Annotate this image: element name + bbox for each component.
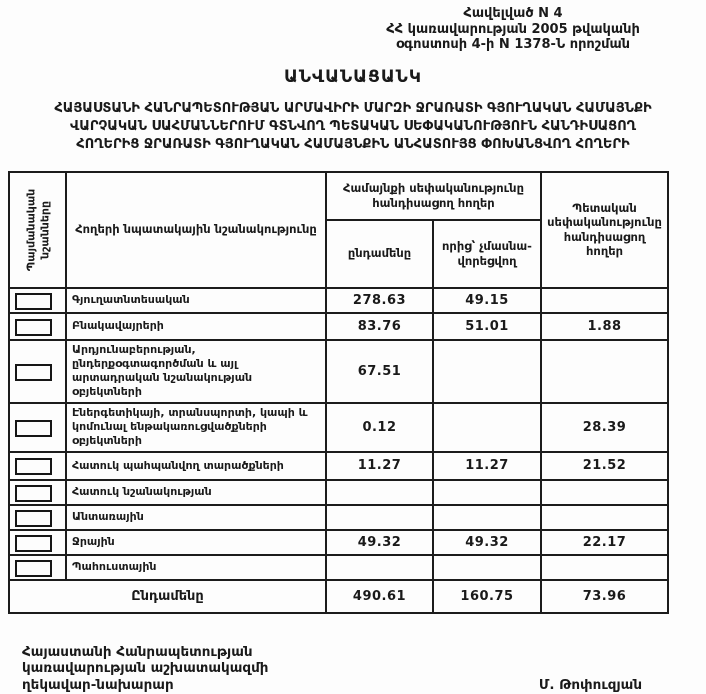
- legend-box: [15, 293, 52, 310]
- non-privatized-value: 49.32: [433, 530, 541, 555]
- symbol-cell: [9, 452, 66, 480]
- legend-box: [15, 485, 52, 502]
- state-value: [541, 480, 668, 505]
- non-privatized-value: [433, 480, 541, 505]
- land-category-label: Պահուստային: [66, 555, 326, 580]
- document-subtitle: [0, 100, 706, 154]
- state-value: [541, 340, 668, 403]
- total-value: [326, 480, 433, 505]
- table-row: [9, 403, 668, 452]
- symbol-cell: [9, 480, 66, 505]
- legend-box: [15, 364, 52, 381]
- legend-box: [15, 510, 52, 527]
- signature-title-block: [22, 644, 268, 694]
- legend-box: [15, 319, 52, 336]
- legend-box: [15, 535, 52, 552]
- land-category-label: Ջրային: [66, 530, 326, 555]
- signature-line-3: ղեկավար-նախարար: [22, 677, 174, 694]
- legend-box: [15, 458, 52, 475]
- table-row: [9, 555, 668, 580]
- appendix-line-2: ՀՀ կառավարության 2005 թվականի: [386, 21, 640, 37]
- grand-state-value: 73.96: [541, 580, 668, 613]
- symbol-cell: [9, 555, 66, 580]
- state-value: 22.17: [541, 530, 668, 555]
- total-value: [326, 505, 433, 530]
- column-header-state: Պետական սեփականությունը հանդիսացող հողեր: [541, 172, 668, 288]
- non-privatized-value: [433, 505, 541, 530]
- appendix-line-3: օգոստոսի 4-ի N 1378-Ն որոշման: [395, 37, 631, 53]
- land-table: [8, 171, 669, 614]
- land-category-label: Անտառային: [66, 505, 326, 530]
- table-row: [9, 480, 668, 505]
- non-privatized-value: 11.27: [433, 452, 541, 480]
- legend-box: [15, 560, 52, 577]
- total-value: 0.12: [326, 403, 433, 452]
- total-value: 67.51: [326, 340, 433, 403]
- non-privatized-value: [433, 403, 541, 452]
- signature-line-2: կառավարության աշխատակազմի: [22, 660, 269, 677]
- signature-area: [0, 644, 706, 694]
- total-row-label: Ընդամենը: [9, 580, 326, 613]
- symbol-cell: [9, 530, 66, 555]
- total-row: [9, 580, 668, 613]
- total-value: [326, 555, 433, 580]
- total-value: 49.32: [326, 530, 433, 555]
- table-row: [9, 505, 668, 530]
- column-header-total: ընդամենը: [326, 220, 433, 288]
- land-category-label: Էներգետիկայի, տրանսպորտի, կապի և կոմունալ ենթակառուցվածքների օբյեկտների: [66, 403, 326, 452]
- state-value: 28.39: [541, 403, 668, 452]
- land-category-label: Հատուկ նշանակության: [66, 480, 326, 505]
- non-privatized-value: [433, 340, 541, 403]
- document-title: ԱՆՎԱՆԱՑԱՆԿ: [284, 66, 422, 87]
- table-row: [9, 313, 668, 340]
- land-category-label: Բնակավայրերի: [66, 313, 326, 340]
- column-header-symbols: [9, 172, 66, 288]
- state-value: [541, 288, 668, 313]
- column-header-non-privatized: [433, 220, 541, 288]
- subtitle-line-1: ՀԱՅԱՍՏԱՆԻ ՀԱՆՐԱՊԵՏՈՒԹՅԱՆ ԱՐՄԱՎԻՐԻ ՄԱՐԶԻ ՋՐԱՌԱՏԻ ԳՅՈՒՂԱԿԱՆ ՀԱՄԱՅՆՔԻ: [54, 100, 652, 116]
- symbol-cell: [9, 313, 66, 340]
- appendix-note: [322, 6, 704, 53]
- grand-non-privatized-value: 160.75: [433, 580, 541, 613]
- symbols-header-label: Պայմանական նշանները: [23, 188, 51, 271]
- signatory-name: Մ. Թոփուզյան: [538, 676, 642, 693]
- land-category-label: Արդյունաբերության, ընդերքօգտագործման և այլ արտադրական նշանակության օբյեկտների: [66, 340, 326, 403]
- symbol-cell: [9, 340, 66, 403]
- land-category-label: Հատուկ պահպանվող տարածքների: [66, 452, 326, 480]
- total-value: 278.63: [326, 288, 433, 313]
- legend-box: [15, 420, 52, 437]
- total-value: 83.76: [326, 313, 433, 340]
- non-privatized-line-2: վորեցվող: [457, 253, 517, 268]
- table-row: [9, 530, 668, 555]
- total-value: 11.27: [326, 452, 433, 480]
- state-value: 1.88: [541, 313, 668, 340]
- appendix-line-1: Հավելված N 4: [463, 6, 563, 21]
- symbol-cell: [9, 403, 66, 452]
- signature-line-1: Հայաստանի Հանրապետության: [22, 643, 253, 660]
- state-value: 21.52: [541, 452, 668, 480]
- non-privatized-value: [433, 555, 541, 580]
- subtitle-line-2: ՎԱՐՉԱԿԱՆ ՍԱՀՄԱՆՆԵՐՈՒՄ ԳՏՆՎՈՂ ՊԵՏԱԿԱՆ ՍԵՓԱԿԱՆՈՒԹՅՈՒՆ ՀԱՆԴԻՍԱՑՈՂ: [69, 118, 637, 134]
- grand-total-value: 490.61: [326, 580, 433, 613]
- subtitle-line-3: ՀՈՂԵՐԻՑ ՋՐԱՌԱՏԻ ԳՅՈՒՂԱԿԱՆ ՀԱՄԱՅՆՔԻՆ ԱՆՀԱՏՈՒՅՑ ՓՈԽԱՆՑՎՈՂ ՀՈՂԵՐԻ: [76, 136, 630, 152]
- non-privatized-value: 49.15: [433, 288, 541, 313]
- non-privatized-line-1: որից՝ չմասնա-: [442, 239, 532, 254]
- column-header-purpose: Հողերի նպատակային նշանակությունը: [66, 172, 326, 288]
- table-row: [9, 452, 668, 480]
- table-row: [9, 288, 668, 313]
- column-group-community: Համայնքի սեփականությունը հանդիսացող հողեր: [326, 172, 541, 220]
- land-category-label: Գյուղատնտեսական: [66, 288, 326, 313]
- state-value: [541, 505, 668, 530]
- symbol-cell: [9, 288, 66, 313]
- non-privatized-value: 51.01: [433, 313, 541, 340]
- state-value: [541, 555, 668, 580]
- symbol-cell: [9, 505, 66, 530]
- table-row: [9, 340, 668, 403]
